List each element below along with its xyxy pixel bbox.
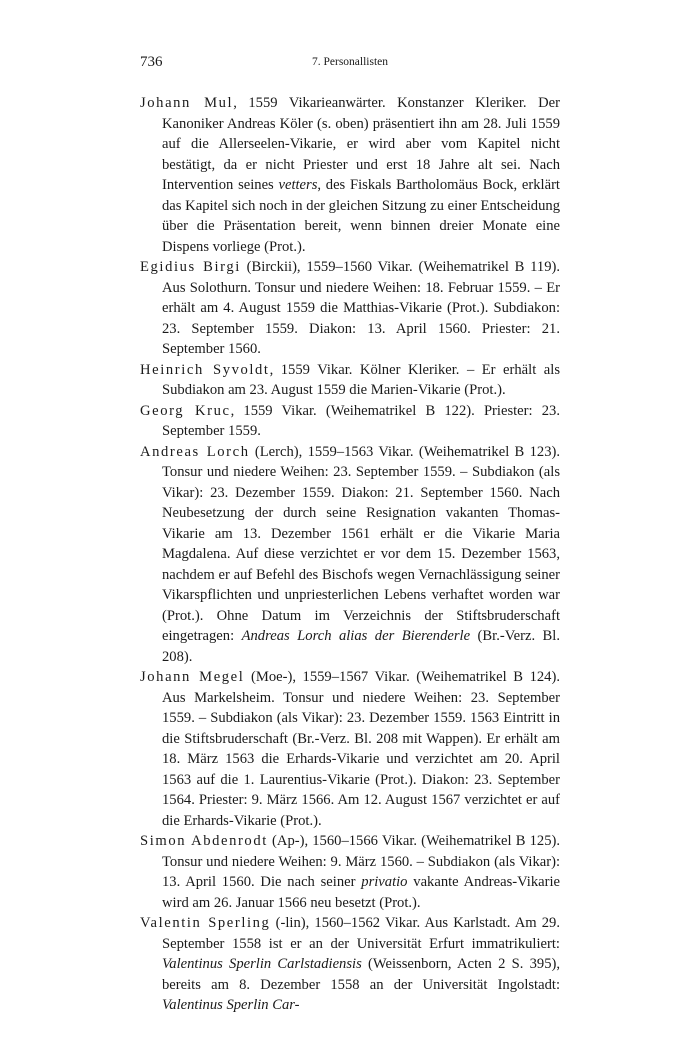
entry-text: (Weissenborn, Acten 2 S. 395), bereits am 8. Dezember 1558 an der Universität Ingolstadt: [162, 956, 560, 993]
entry-name: Valentin Sperling [140, 915, 271, 931]
entry-italic: privatio [361, 874, 408, 890]
page-header [140, 54, 560, 74]
entry-text: (Ap-), 1560–1566 Vikar. (Weihematrikel B 125). Tonsur und niedere Weihen: 9. März 1560. – Subdiakon (als Vikar): 13. April 1560. Die nach seiner [162, 833, 561, 890]
entry-list [140, 93, 560, 1016]
entry-text: (Moe-), 1559–1567 Vikar. (Weihematrikel B 124). Aus Markelsheim. Tonsur und niedere Weihen: 23. September 1559. – Subdiakon (als Vikar): 23. Dezember 1559. 1563 Eintritt in die Stiftsbruderschaft (Br.-Verz. Bl. 208 mit Wappen). Er erhält am 18. März 1563 die Erhards-Vikarie und verzichtet am 20. April 1563 auf die 1. Laurentius-Vikarie (Prot.). Diakon: 23. September 1564. Priester: 9. März 1566. Am 12. August 1567 verzichtet er auf die Erhards-Vikarie (Prot.). [162, 669, 560, 829]
entry-italic: Andreas Lorch alias der Bierenderle [241, 628, 471, 644]
entry-name: Johann Megel [140, 669, 245, 685]
entry [140, 831, 560, 913]
entry-text: , 1559 Vikar. (Weihematrikel B 122). Priester: 23. September 1559. [162, 402, 560, 439]
running-head: 7. Personallisten [311, 56, 389, 68]
entry-italic: vetters [278, 177, 318, 193]
entry-text: (Br.-Verz. Bl. 208). [162, 628, 560, 665]
entry-text: , des Fiskals Bartholomäus Bock, erklärt das Kapitel sich noch in der gleichen Sitzung zu einer Entscheidung über die Präsentation bereit, wenn binnen dreier Monate eine Dispens vorliege (Prot.). [162, 177, 560, 255]
entry-name: Georg Kruc [140, 402, 231, 419]
entry-italic: Valentinus Sperlin Carlstadiensis [162, 956, 362, 972]
entry-name: Heinrich Syvoldt [140, 361, 270, 378]
entry-name: Egidius Birgi [140, 259, 241, 275]
entry [140, 401, 560, 442]
entry-text: (Birckii), 1559–1560 Vikar. (Weihematrikel B 119). Aus Solothurn. Tonsur und niedere Weihen: 18. Februar 1559. – Er erhält am 4. August 1559 die Matthias-Vikarie (Prot.). Subdiakon: 23. September 1559. Diakon: 13. April 1560. Priester: 21. September 1560. [162, 259, 560, 357]
entry-text: vakante Andreas-Vikarie wird am 26. Januar 1566 neu besetzt (Prot.). [162, 874, 560, 911]
entry [140, 93, 560, 257]
entry-name: Johann Mul [140, 95, 234, 111]
entry-text: , 1559 Vikar. Kölner Kleriker. – Er erhält als Subdiakon am 23. August 1559 die Marien-Vikarie (Prot.). [162, 361, 560, 398]
entry [140, 442, 560, 668]
entry [140, 913, 560, 1016]
entry-name: Andreas Lorch [140, 443, 250, 460]
entry [140, 257, 560, 360]
entry-text: , 1559 Vikarieanwärter. Konstanzer Kleriker. Der Kanoniker Andreas Köler (s. oben) präsentiert ihn am 28. Juli 1559 auf die Allerseelen-Vikarie, er wird aber vom Kapitel nicht bestätigt, da er nicht Priester und erst 18 Jahre alt sei. Nach Intervention seines [162, 95, 560, 193]
entry [140, 667, 560, 831]
entry-text: (-lin), 1560–1562 Vikar. Aus Karlstadt. Am 29. September 1558 ist er an der Universität Erfurt immatrikuliert: [162, 915, 560, 952]
entry-text: (Lerch), 1559–1563 Vikar. (Weihematrikel B 123). Tonsur und niedere Weihen: 23. September 1559. – Subdiakon (als Vikar): 23. Dezember 1559. Diakon: 21. September 1560. Nach Neubesetzung der durch seine Resignation vakanten Thomas-Vikarie am 13. Dezember 1561 erhält er die Vikarie Maria Magdalena. Auf diese verzichtet er vor dem 15. Dezember 1563, nachdem er auf Befehl des Bischofs wegen Vernachlässigung seiner Vikarspflichten und unpriesterlichen Lebens verhaftet worden war (Prot.). Ohne Datum im Verzeichnis der Stiftsbruderschaft eingetragen: [162, 443, 561, 644]
entry-name: Simon Abdenrodt [140, 833, 268, 849]
page-number: 736 [140, 54, 163, 70]
entry [140, 360, 560, 401]
entry-italic: Valentinus Sperlin Car- [162, 997, 300, 1013]
